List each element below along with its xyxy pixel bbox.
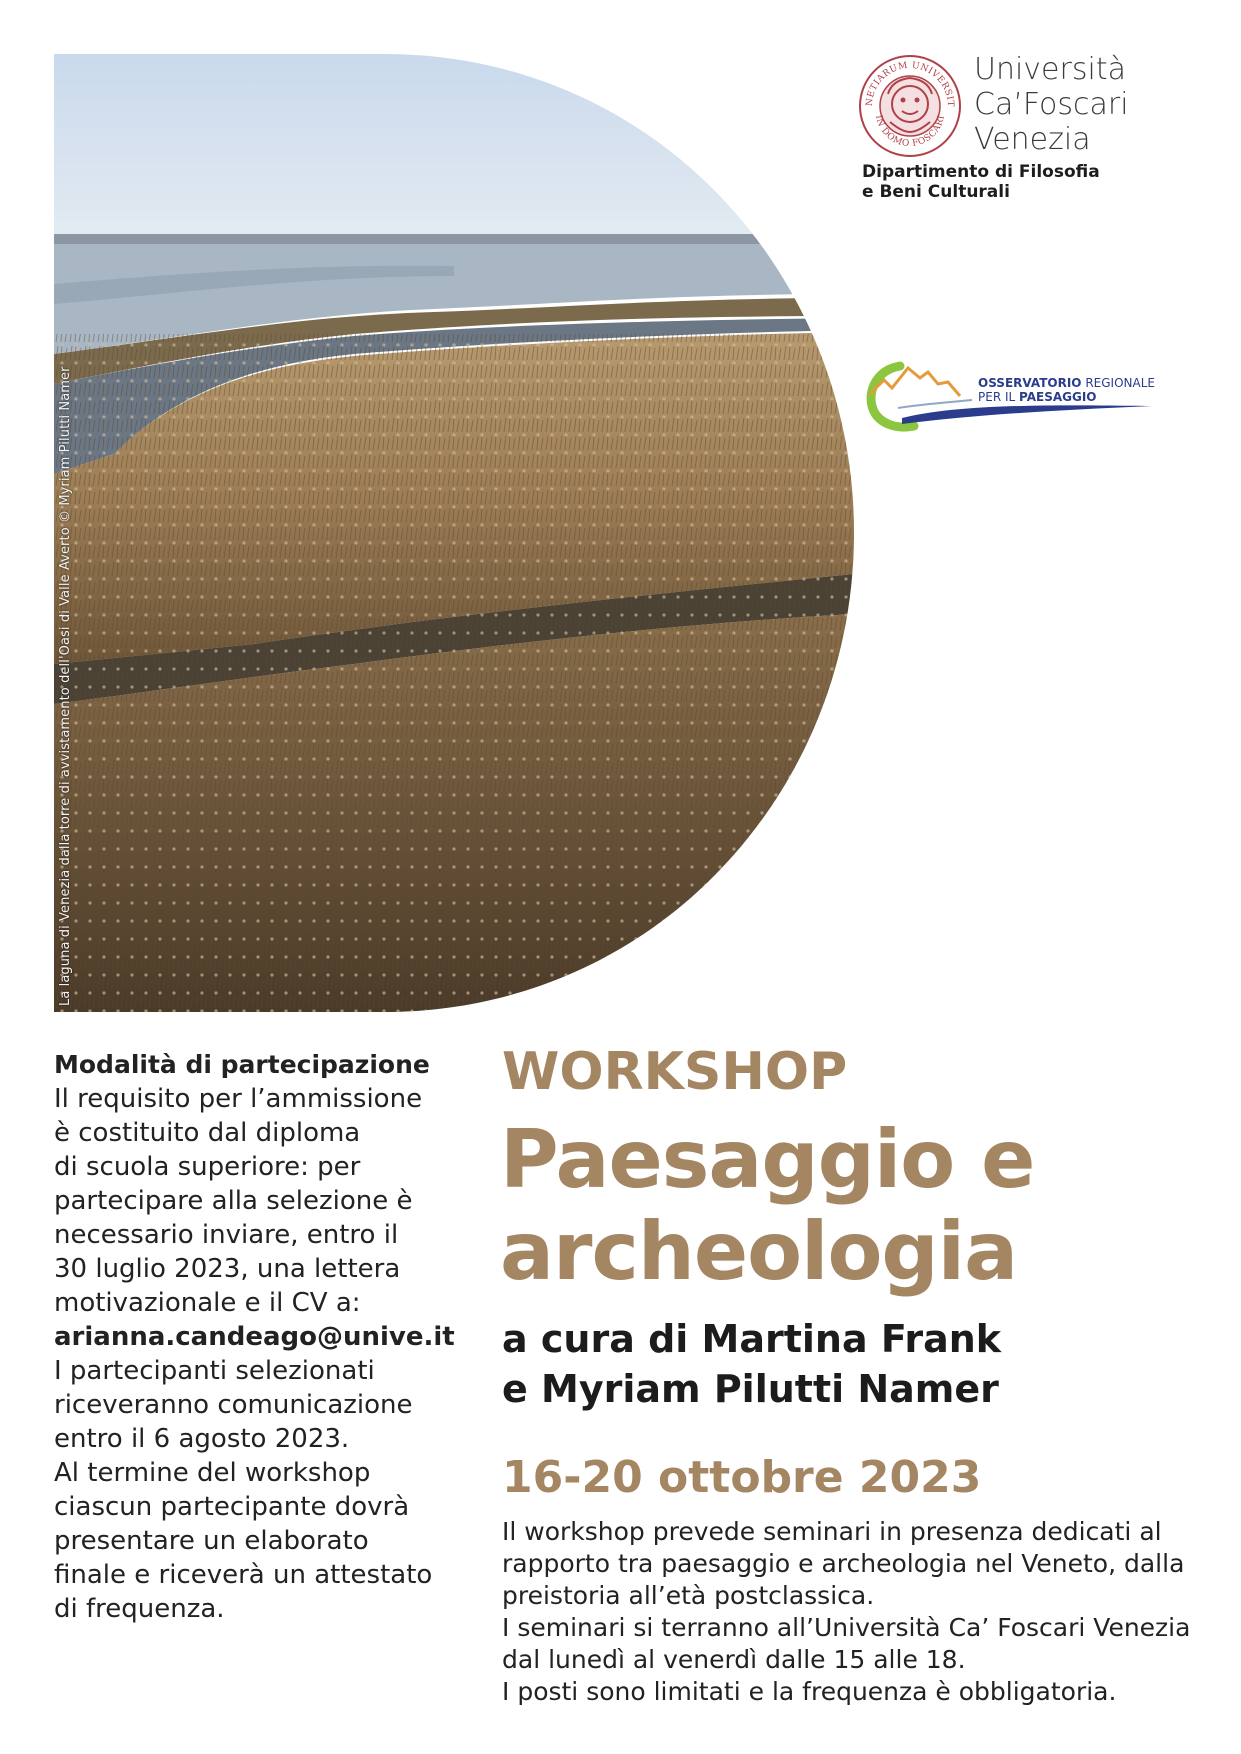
participation-line: necessario inviare, entro il [54, 1220, 399, 1250]
university-seal-logo [858, 54, 962, 158]
curators-line-1: a cura di Martina Frank [502, 1317, 1002, 1361]
seal-text-bottom: IN DOMO FOSCARI [873, 114, 947, 150]
participation-section [54, 1048, 454, 1626]
participation-line: finale e riceverà un attestato [54, 1560, 433, 1590]
curators [502, 1314, 1001, 1414]
description-line: I posti sono limitati e la frequenza è obbligatoria. [502, 1677, 1117, 1706]
photo-credit: La laguna di Venezia dalla torre di avvistamento dell'Oasi di Valle Averto © Myriam Pilutti Namer [58, 366, 73, 1006]
participation-line: partecipare alla selezione è [54, 1186, 413, 1216]
event-dates: 16-20 ottobre 2023 [502, 1452, 982, 1503]
seal-text-top: NETIARUM UNIVERSIT [864, 60, 956, 107]
osservatorio-word: OSSERVATORIO [978, 376, 1082, 390]
university-name-line-2: Ca’Foscari [974, 87, 1129, 122]
participation-line: di scuola superiore: per [54, 1152, 361, 1182]
university-name-line-3: Venezia [974, 122, 1091, 157]
participation-line: motivazionale e il CV a: [54, 1288, 361, 1318]
osservatorio-line-2 [978, 390, 1097, 404]
description-line: Il workshop prevede seminari in presenza dedicati al [502, 1517, 1162, 1546]
per-il-words: PER IL [978, 390, 1020, 404]
description-line: I seminari si terranno all’Università Ca’ Foscari Venezia [502, 1613, 1191, 1642]
participation-line: Il requisito per l’ammissione [54, 1084, 423, 1114]
participation-line: entro il 6 agosto 2023. [54, 1424, 350, 1454]
university-name-line-1: Università [974, 52, 1126, 87]
participation-heading: Modalità di partecipazione [54, 1050, 430, 1079]
participation-line: di frequenza. [54, 1594, 225, 1624]
curators-line-2: e Myriam Pilutti Namer [502, 1367, 999, 1411]
participation-line: I partecipanti selezionati [54, 1356, 375, 1386]
contact-email-link[interactable]: arianna.candeago@unive.it [54, 1322, 455, 1352]
description-line: rapporto tra paesaggio e archeologia nel Veneto, dalla [502, 1549, 1185, 1578]
event-title-line-2: archeologia [500, 1205, 1018, 1298]
participation-line: Al termine del workshop [54, 1458, 371, 1488]
participation-line: presentare un elaborato [54, 1526, 369, 1556]
participation-line: riceveranno comunicazione [54, 1390, 413, 1420]
description-line: dal lunedì al venerdì dalle 15 alle 18. [502, 1645, 966, 1674]
department-line-1: Dipartimento di Filosofia [862, 162, 1100, 182]
landscape-photo [54, 54, 854, 1012]
university-name [974, 52, 1129, 157]
workshop-label: WORKSHOP [502, 1042, 848, 1102]
participation-line: ciascun partecipante dovrà [54, 1492, 410, 1522]
department-line-2: e Beni Culturali [862, 182, 1010, 202]
regionale-word: REGIONALE [1081, 376, 1155, 390]
osservatorio-line-1 [978, 376, 1155, 390]
description-line: preistoria all’età postclassica. [502, 1581, 875, 1610]
department-name [862, 162, 1100, 202]
participation-line: è costituito dal diploma [54, 1118, 361, 1148]
paesaggio-word: PAESAGGIO [1019, 390, 1097, 404]
event-title [500, 1114, 1034, 1298]
participation-line: 30 luglio 2023, una lettera [54, 1254, 401, 1284]
event-title-line-1: Paesaggio e [500, 1113, 1035, 1206]
event-description [502, 1516, 1192, 1708]
